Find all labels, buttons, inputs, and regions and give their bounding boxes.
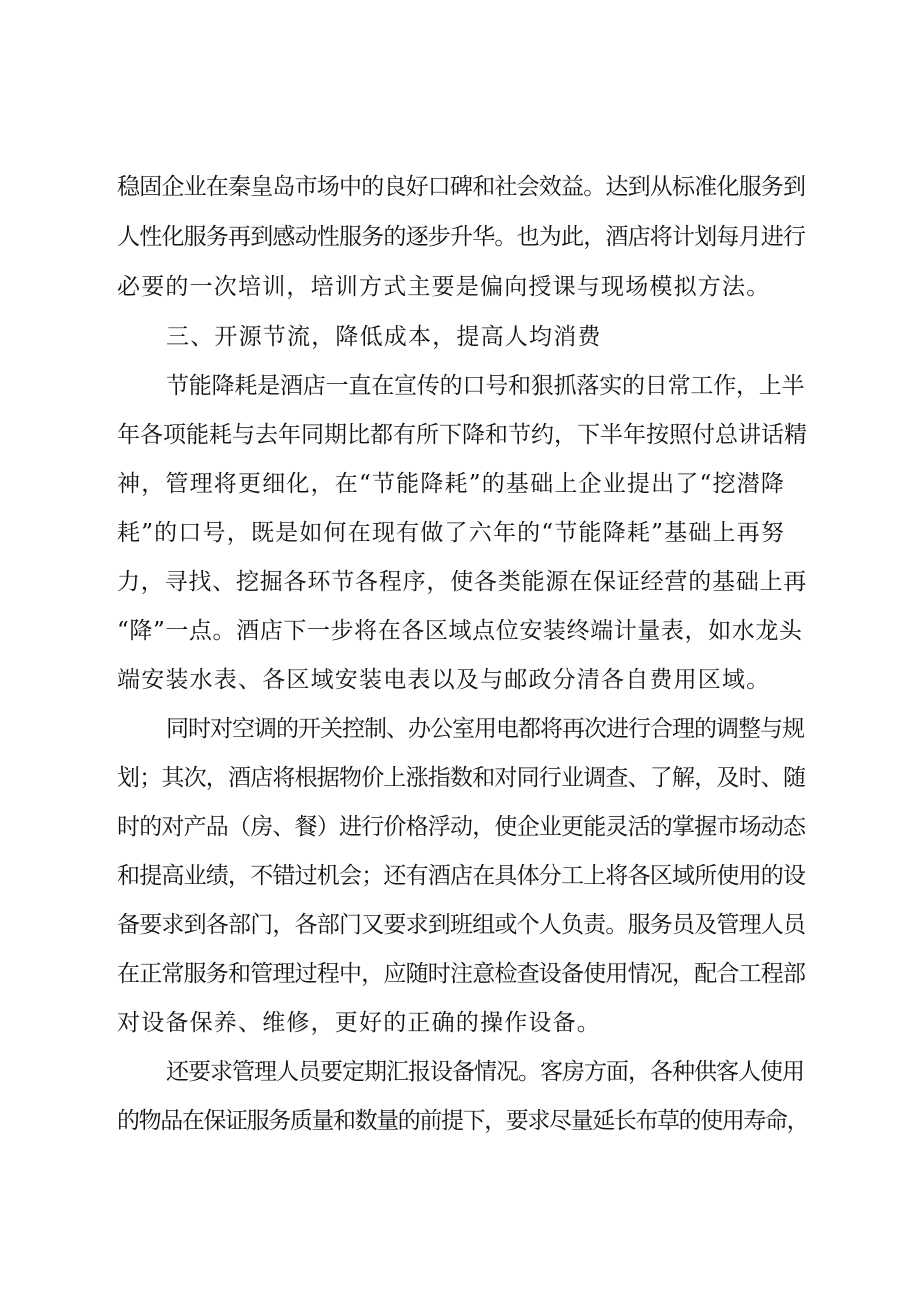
text-line-13: 划；其次，酒店将根据物价上涨指数和对同行业调查、了解，及时、随 <box>117 765 806 791</box>
text-line-7: 神，管理将更细化，在“节能降耗”的基础上企业提出了“挖潜降 <box>117 471 786 497</box>
text-line-3: 必要的一次培训，培训方式主要是偏向授课与现场模拟方法。 <box>117 274 771 300</box>
text-line-17: 在正常服务和管理过程中，应随时注意检查设备使用情况，配合工程部 <box>117 961 806 987</box>
text-line-6: 年各项能耗与去年同期比都有所下降和节约，下半年按照付总讲话精 <box>117 422 807 448</box>
text-line-1: 稳固企业在秦皇岛市场中的良好口碑和社会效益。达到从标准化服务到 <box>117 174 806 200</box>
text-line-2: 人性化服务再到感动性服务的逐步升华。也为此，酒店将计划每月进行 <box>117 224 806 250</box>
text-line-10: “降”一点。酒店下一步将在各区域点位安装终端计量表，如水龙头 <box>117 618 803 644</box>
section-heading: 三、开源节流，降低成本，提高人均消费 <box>166 324 602 350</box>
text-line-5: 节能降耗是酒店一直在宣传的口号和狠抓落实的日常工作，上半 <box>166 373 805 399</box>
text-line-8: 耗”的口号，既是如何在现有做了六年的“节能降耗”基础上再努 <box>117 520 786 546</box>
text-line-19: 还要求管理人员要定期汇报设备情况。客房方面，各种供客人使用 <box>166 1059 804 1085</box>
text-line-9: 力，寻找、挖掘各环节各程序，使各类能源在保证经营的基础上再 <box>117 569 808 595</box>
text-line-20: 的物品在保证服务质量和数量的前提下，要求尽量延长布草的使用寿命， <box>117 1108 809 1134</box>
text-line-18: 对设备保养、维修，更好的正确的操作设备。 <box>117 1010 601 1036</box>
text-line-12: 同时对空调的开关控制、办公室用电都将再次进行合理的调整与规 <box>166 716 804 742</box>
text-line-11: 端安装水表、各区域安装电表以及与邮政分清各自费用区域。 <box>117 667 771 693</box>
text-line-14: 时的对产品（房、餐）进行价格浮动，使企业更能灵活的掌握市场动态 <box>117 814 806 840</box>
text-line-15: 和提高业绩，不错过机会；还有酒店在具体分工上将各区域所使用的设 <box>117 863 806 889</box>
text-line-16: 备要求到各部门，各部门又要求到班组或个人负责。服务员及管理人员 <box>117 912 806 938</box>
